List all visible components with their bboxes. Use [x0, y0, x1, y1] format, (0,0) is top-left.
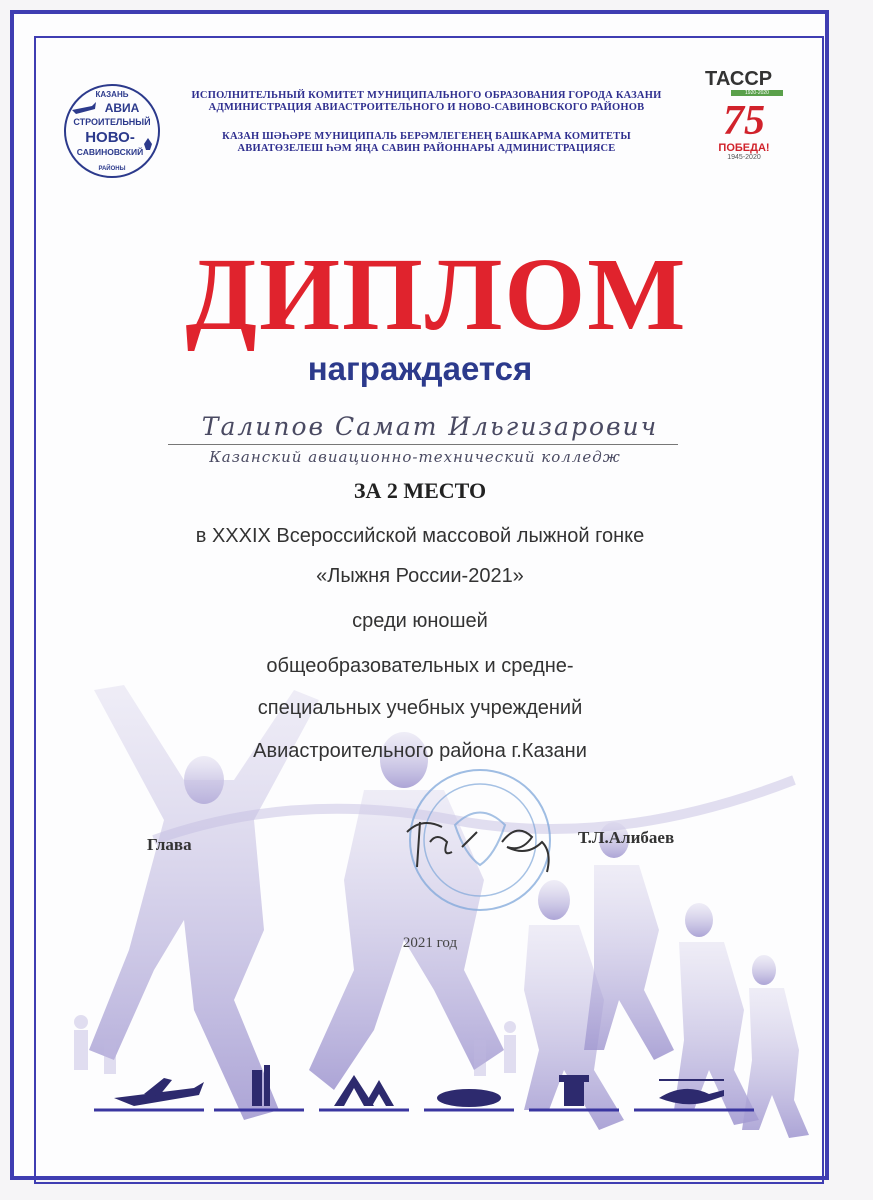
recipient-name: Талипов Самат Ильгизарович: [201, 412, 659, 441]
signatory-name: Т.Л.Алибаев: [578, 828, 675, 847]
header-line-1: ИСПОЛНИТЕЛЬНЫЙ КОМИТЕТ МУНИЦИПАЛЬНОГО ОБРАЗОВАНИЯ ГОРОДА КАЗАНИ: [191, 90, 662, 101]
place-award: ЗА 2 МЕСТО: [353, 478, 487, 503]
signatory-title: Глава: [147, 835, 192, 854]
diploma-subtitle: награждается: [307, 350, 533, 387]
logo-line-1: АВИА: [104, 101, 140, 115]
logo-line-4: САВИНОВСКИЙ: [76, 147, 144, 157]
diploma-title: ДИПЛОМ: [185, 237, 688, 352]
victory-number: 75: [723, 98, 765, 144]
tassr-text: ТАССР: [705, 68, 773, 90]
logo-line-3: НОВО-: [85, 129, 135, 146]
district-line: Авиастроительного района г.Казани: [253, 740, 587, 762]
header-line-4: АВИАТӨЗЕЛЕШ ҺӘМ ЯҢА САВИН РАЙОННАРЫ АДМИНИСТРАЦИЯСЕ: [237, 143, 616, 154]
dragon-icon: [144, 138, 152, 150]
tassr-logo: [705, 68, 785, 98]
name-underline: [168, 444, 678, 445]
event-line: в XXXIX Всероссийской массовой лыжной гонке: [195, 525, 645, 547]
logo-top-text: КАЗАНЬ: [95, 90, 129, 99]
institution-line-2: специальных учебных учреждений: [257, 697, 583, 719]
district-logo: [62, 82, 162, 180]
year: 2021 год: [402, 935, 458, 951]
victory-years: 1945-2020: [727, 154, 761, 161]
victory-75-logo: [708, 100, 780, 161]
category-line: среди юношей: [352, 610, 488, 632]
airplane-icon: [72, 102, 96, 114]
institution-line-1: общеобразовательных и средне-: [266, 655, 574, 677]
header-line-3: КАЗАН ШӘҺӘРЕ МУНИЦИПАЛЬ БЕРӘМЛЕГЕНЕҢ БАШКАРМА КОМИТЕТЫ: [222, 131, 631, 142]
logo-line-2: СТРОИТЕЛЬНЫЙ: [73, 117, 151, 127]
tassr-years: 1920-2020: [731, 90, 783, 96]
logo-bottom-text: РАЙОНЫ: [98, 166, 126, 172]
recipient-organization: Казанский авиационно-технический колледж: [209, 448, 621, 466]
event-name-line: «Лыжня России-2021»: [316, 565, 524, 587]
victory-text: ПОБЕДА!: [718, 142, 770, 154]
signature: [402, 812, 572, 882]
header-line-2: АДМИНИСТРАЦИЯ АВИАСТРОИТЕЛЬНОГО И НОВО-САВИНОВСКОГО РАЙОНОВ: [208, 102, 645, 113]
